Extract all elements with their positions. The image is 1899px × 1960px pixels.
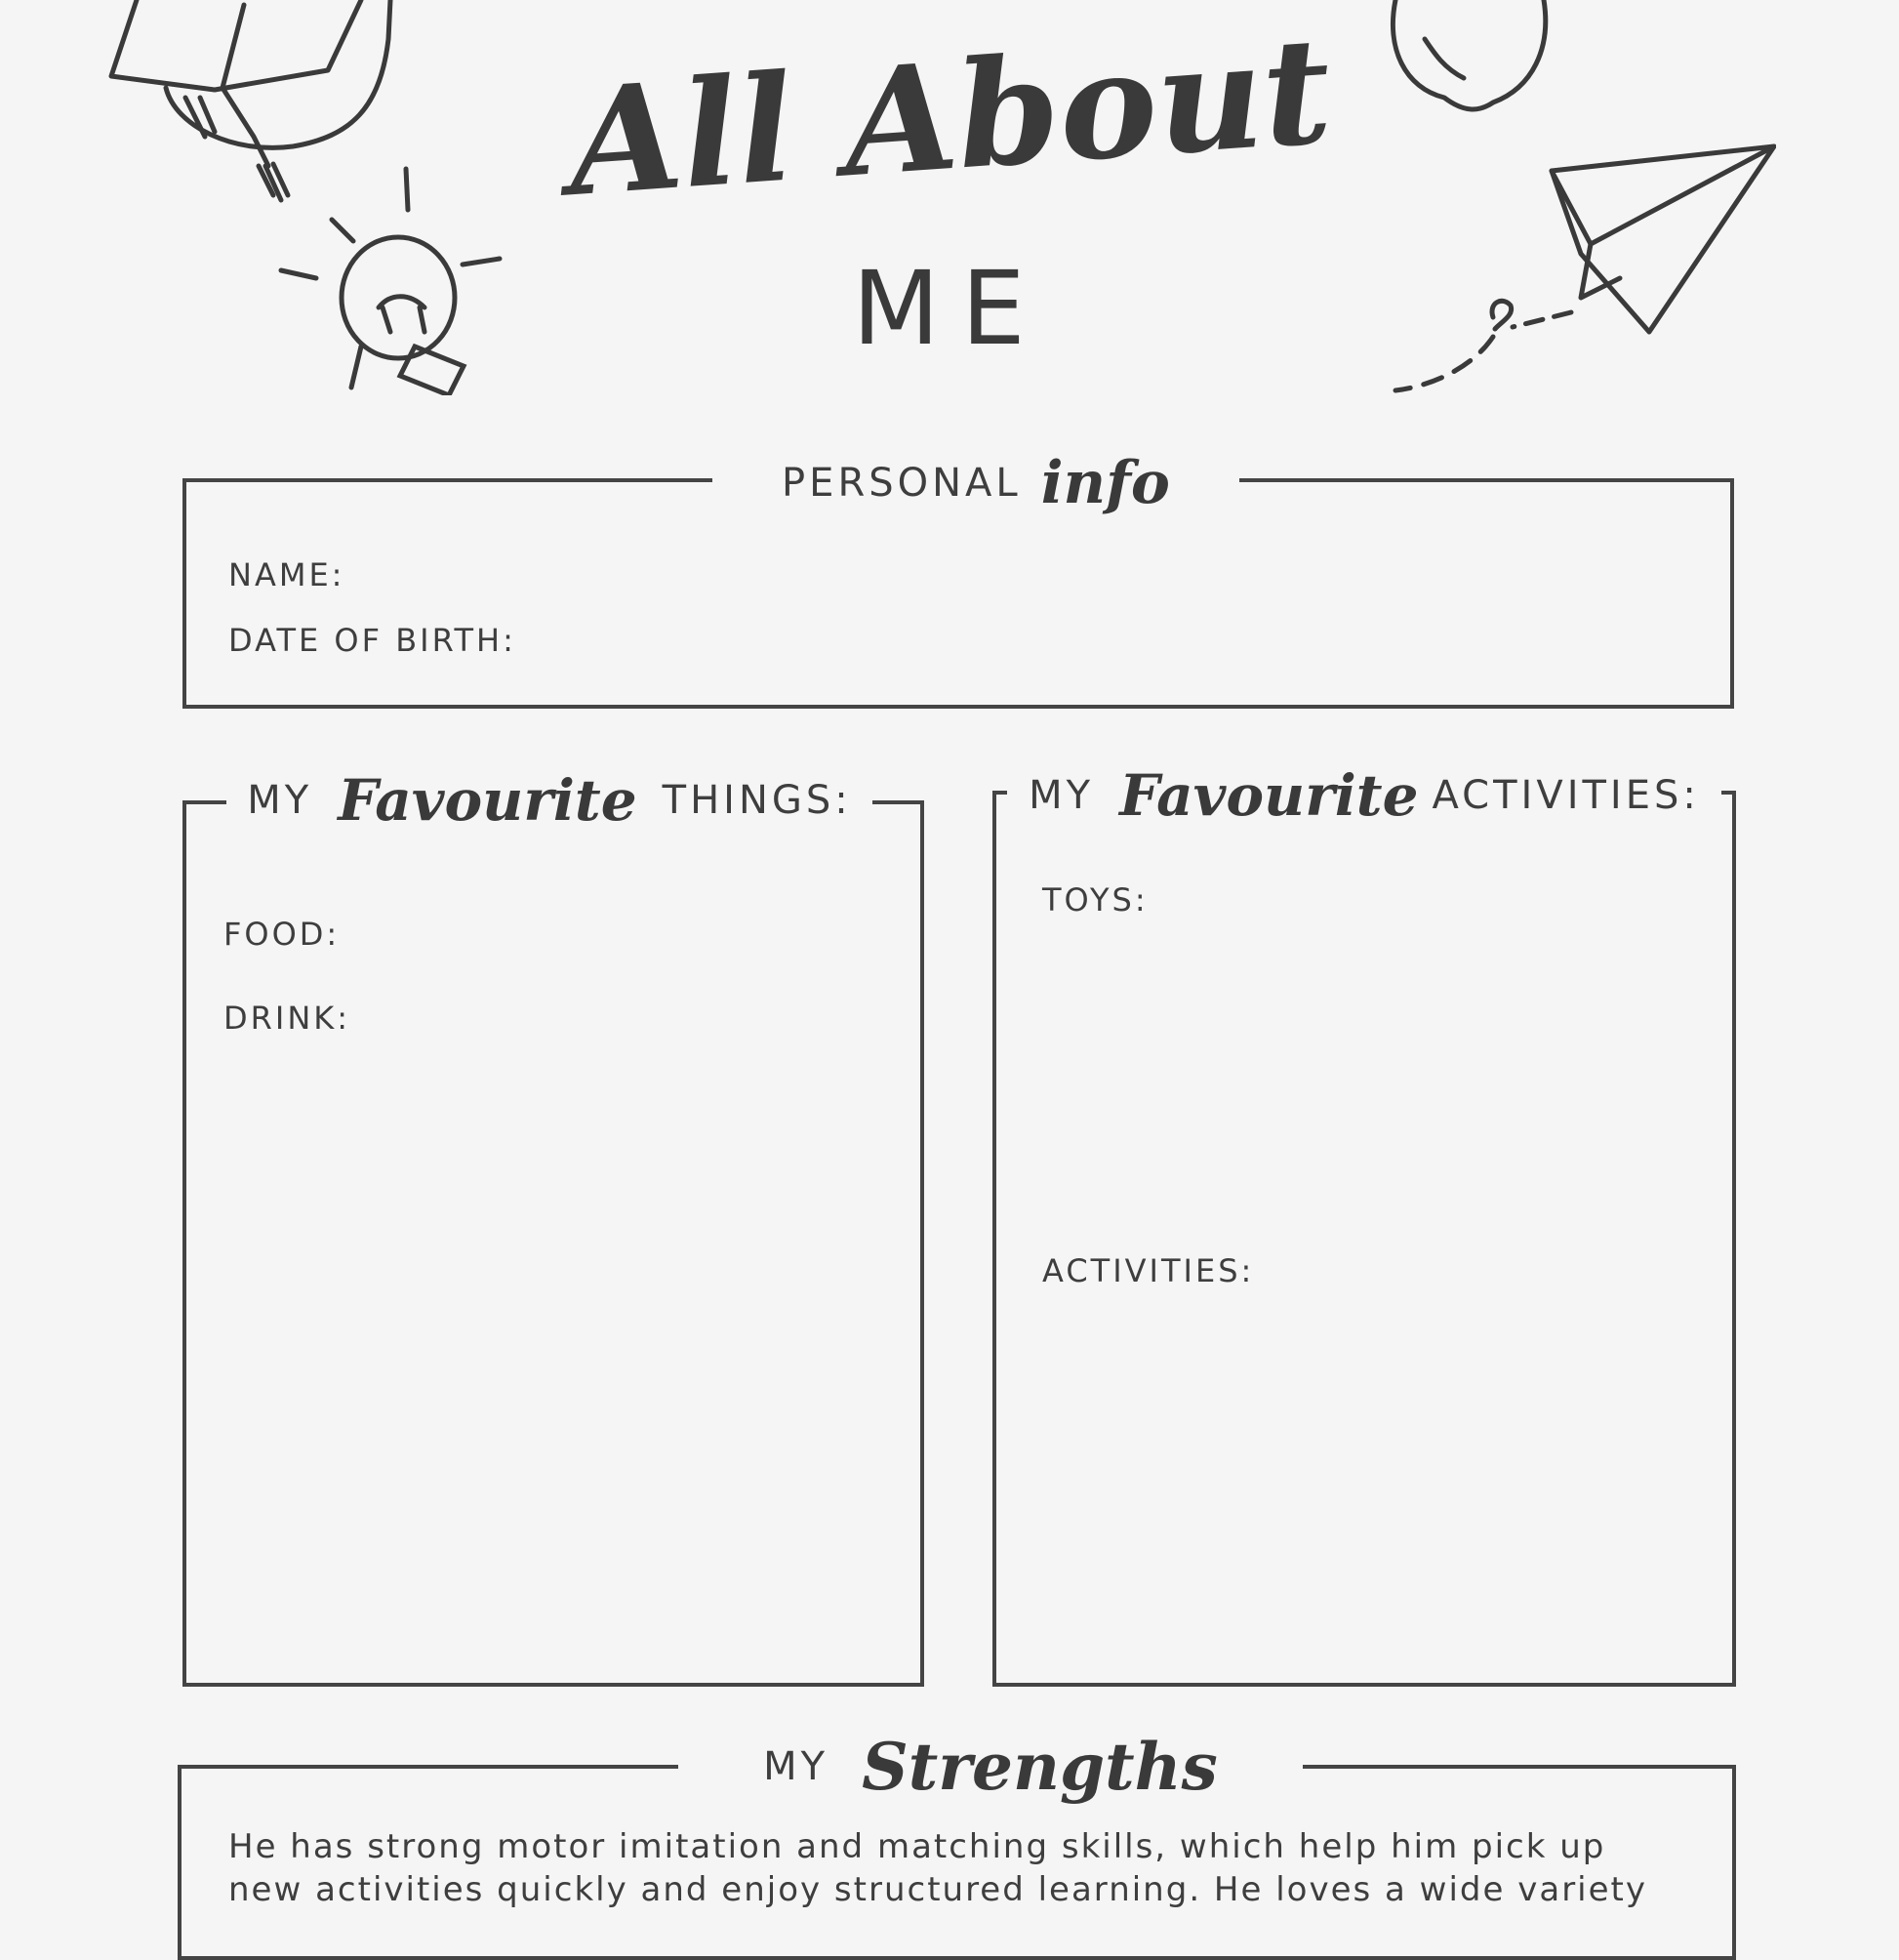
strengths-title-script: Strengths bbox=[862, 1729, 1218, 1805]
personal-info-title-caps: PERSONAL bbox=[782, 461, 1022, 506]
toys-label: TOYS: bbox=[1042, 881, 1149, 919]
dob-label: DATE OF BIRTH: bbox=[228, 622, 516, 659]
favourite-things-title-prefix: MY bbox=[247, 778, 313, 823]
favourite-things-title-suffix: THINGS: bbox=[662, 778, 852, 823]
favourite-things-title bbox=[226, 756, 872, 844]
favourite-things-title-script: Favourite bbox=[338, 767, 637, 834]
food-label: FOOD: bbox=[223, 916, 341, 953]
personal-info-title bbox=[712, 444, 1239, 522]
page-title: ME bbox=[852, 249, 1047, 368]
favourite-activities-title-script: Favourite bbox=[1119, 762, 1419, 829]
name-label: NAME: bbox=[228, 556, 345, 593]
activities-label: ACTIVITIES: bbox=[1042, 1252, 1255, 1289]
favourite-activities-box bbox=[992, 791, 1736, 1687]
personal-info-title-script: info bbox=[1040, 449, 1170, 517]
drink-label: DRINK: bbox=[223, 1000, 351, 1037]
favourite-activities-title-suffix: ACTIVITIES: bbox=[1432, 773, 1700, 818]
favourite-activities-title-prefix: MY bbox=[1029, 773, 1095, 818]
strengths-text: He has strong motor imitation and matching skills, which help him pick up new activities quickly and enjoy structured learning. He loves a wide variety bbox=[228, 1827, 1647, 1909]
strengths-title bbox=[678, 1718, 1303, 1816]
strengths-title-prefix: MY bbox=[763, 1744, 829, 1789]
favourite-activities-title bbox=[1007, 752, 1721, 839]
title-script: All About bbox=[562, 4, 1337, 230]
